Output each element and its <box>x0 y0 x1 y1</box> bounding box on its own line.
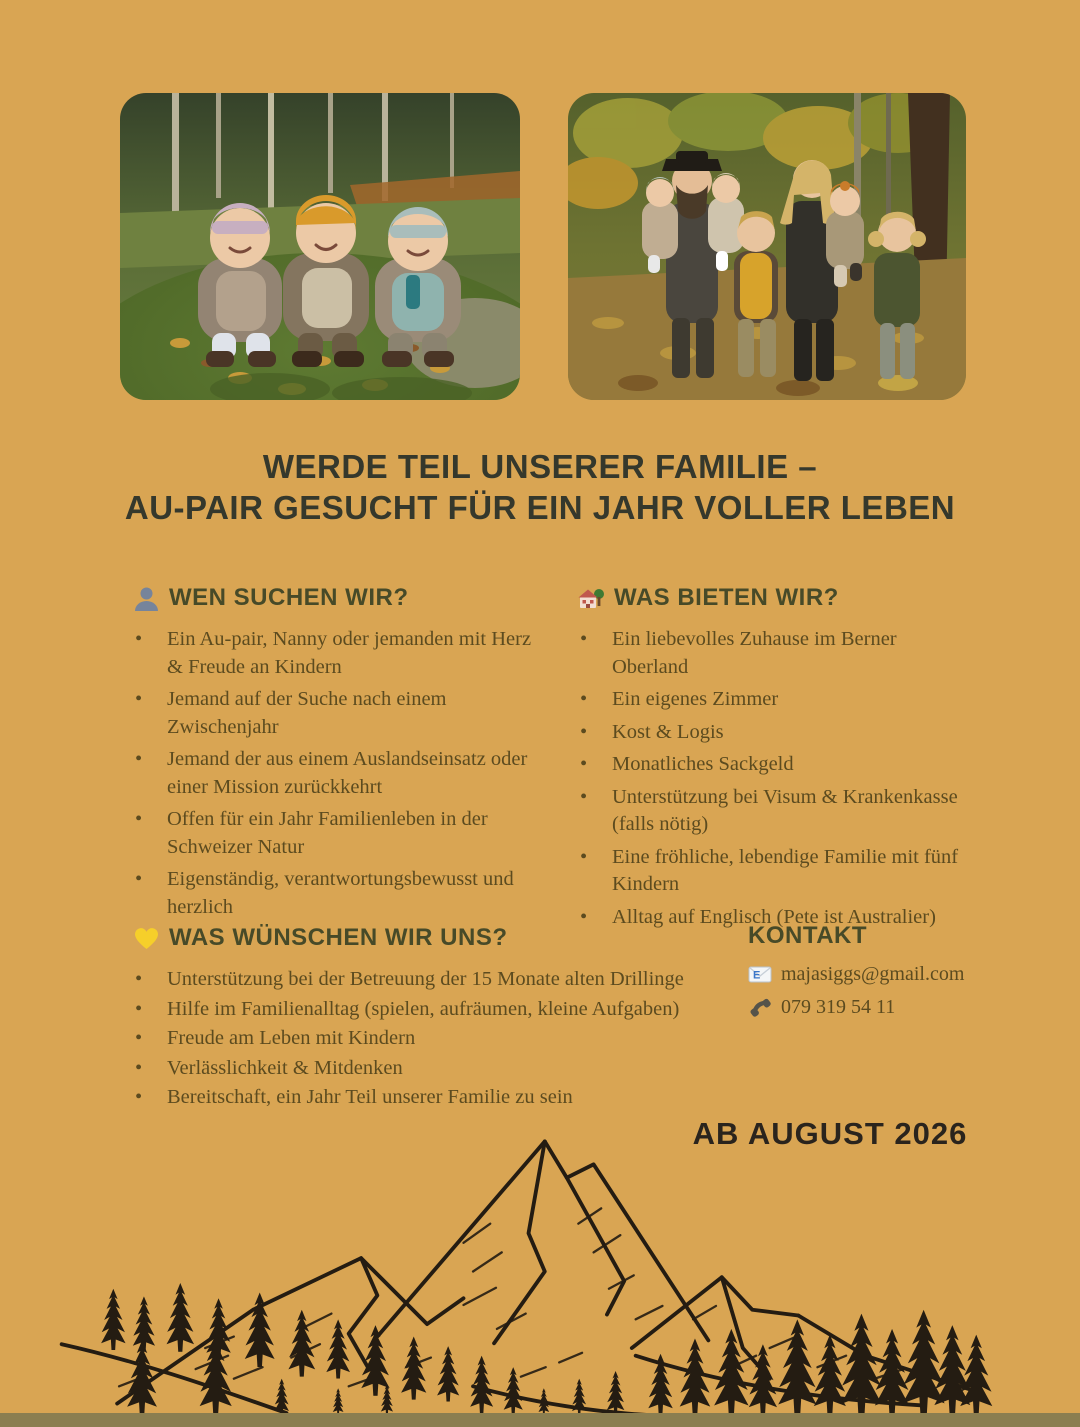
phone-row <box>748 995 1008 1019</box>
bieten-list <box>578 626 978 931</box>
mountain-illustration <box>40 1128 1040 1415</box>
section-was-wuenschen-wir-uns <box>133 924 761 1114</box>
list-item: • Verlässlichkeit & Mitdenken <box>133 1055 758 1083</box>
email-row <box>748 962 1008 986</box>
email-address: majasiggs@gmail.com <box>781 962 965 985</box>
section-wen-suchen-wir <box>133 584 545 926</box>
house-icon <box>578 585 605 612</box>
triplets-photo-art <box>120 93 520 400</box>
list-item: • Ein Au-pair, Nanny oder jemanden mit Herz & Freude an Kindern <box>133 626 545 681</box>
yellow-heart-icon <box>133 925 160 952</box>
bieten-heading: WAS BIETEN WIR? <box>614 584 839 611</box>
list-item: • Monatliches Sackgeld <box>578 751 978 779</box>
email-icon <box>748 962 772 986</box>
list-item: • Eine fröhliche, lebendige Familie mit fünf Kindern <box>578 844 978 899</box>
wen-heading-row <box>133 584 545 612</box>
section-kontakt <box>748 922 1008 1019</box>
list-item: • Freude am Leben mit Kindern <box>133 1025 758 1053</box>
list-item: • Unterstützung bei Visum & Krankenkasse (falls nötig) <box>578 784 978 839</box>
svg-text:E: E <box>753 969 761 982</box>
bottom-strip <box>0 1413 1080 1427</box>
wuenschen-heading-row <box>133 924 758 952</box>
wen-heading: WEN SUCHEN WIR? <box>169 584 409 611</box>
list-item: • Offen für ein Jahr Familienleben in der Schweizer Natur <box>133 806 545 861</box>
triplets-photo <box>120 93 520 400</box>
title-line-2: AU-PAIR GESUCHT FÜR EIN JAHR VOLLER LEBEN <box>124 489 956 526</box>
list-item: • Ein liebevolles Zuhause im Berner Oberland <box>578 626 978 681</box>
family-photo-art <box>568 93 966 400</box>
wuenschen-heading: WAS WÜNSCHEN WIR UNS? <box>169 924 508 951</box>
list-item: • Jemand auf der Suche nach einem Zwischenjahr <box>133 686 545 741</box>
list-item: • Ein eigenes Zimmer <box>578 686 978 714</box>
list-item: • Bereitschaft, ein Jahr Teil unserer Familie zu sein <box>133 1084 758 1112</box>
section-was-bieten-wir <box>578 584 978 936</box>
phone-number: 079 319 54 11 <box>781 995 896 1018</box>
list-item: • Kost & Logis <box>578 719 978 747</box>
family-photo <box>568 93 966 400</box>
list-item: • Jemand der aus einem Auslandseinsatz oder einer Mission zurückkehrt <box>133 746 545 801</box>
title-line-1: WERDE TEIL UNSERER FAMILIE – <box>262 448 818 485</box>
kontakt-heading-row <box>748 922 1008 950</box>
list-item: • Hilfe im Familienalltag (spielen, aufräumen, kleine Aufgaben) <box>133 996 758 1024</box>
mountain-art <box>40 1128 1040 1415</box>
list-item: • Unterstützung bei der Betreuung der 15 Monate alten Drillinge <box>133 966 758 994</box>
list-item: • Eigenständig, verantwortungsbewusst und herzlich <box>133 866 545 921</box>
list-item: • Alltag auf Englisch (Pete ist Australier) <box>578 904 978 932</box>
phone-icon <box>748 995 772 1019</box>
wen-list <box>133 626 545 921</box>
wuenschen-list <box>133 966 761 1112</box>
start-date: AB AUGUST 2026 <box>692 1116 968 1151</box>
bieten-heading-row <box>578 584 978 612</box>
page-title <box>0 446 1080 528</box>
kontakt-heading: KONTAKT <box>748 922 868 949</box>
person-icon <box>133 585 160 612</box>
